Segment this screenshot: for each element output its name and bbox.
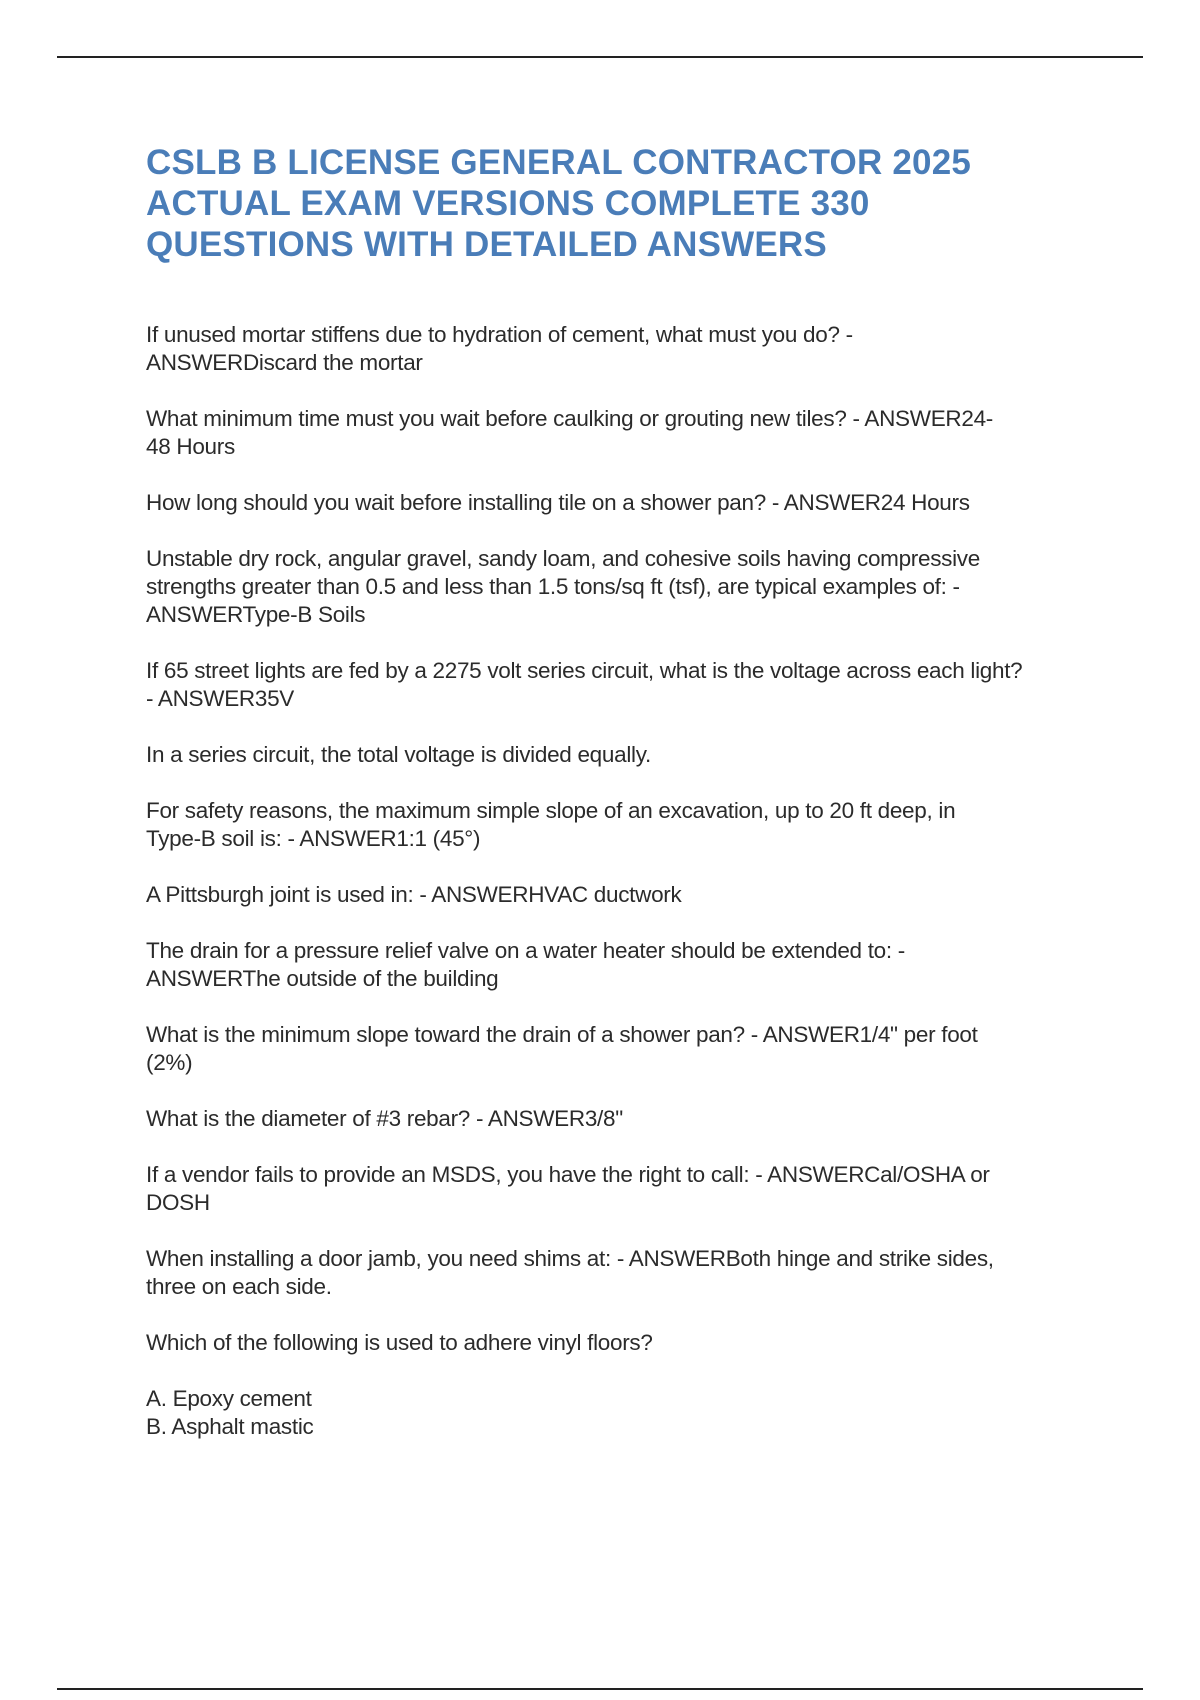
- qa-line: DOSH: [146, 1190, 210, 1215]
- title-line: CSLB B LICENSE GENERAL CONTRACTOR 2025: [146, 143, 972, 182]
- qa-line: In a series circuit, the total voltage is divided equally.: [146, 742, 651, 767]
- qa-item: [146, 489, 1096, 517]
- qa-line: What minimum time must you wait before caulking or grouting new tiles? - ANSWER24-: [146, 406, 993, 431]
- qa-line: Which of the following is used to adhere vinyl floors?: [146, 1330, 653, 1355]
- qa-item: [146, 1105, 1096, 1133]
- option-b: B. Asphalt mastic: [146, 1414, 314, 1439]
- qa-line: ANSWERThe outside of the building: [146, 966, 499, 991]
- option-a: A. Epoxy cement: [146, 1386, 312, 1411]
- qa-line: The drain for a pressure relief valve on a water heater should be extended to: -: [146, 938, 905, 963]
- qa-item: [146, 797, 1096, 853]
- qa-item: [146, 405, 1096, 461]
- qa-line: What is the diameter of #3 rebar? - ANSWER3/8": [146, 1106, 623, 1131]
- qa-line: ANSWERDiscard the mortar: [146, 350, 423, 375]
- document-title: [146, 142, 1096, 265]
- qa-line: A Pittsburgh joint is used in: - ANSWERHVAC ductwork: [146, 882, 682, 907]
- qa-line: Unstable dry rock, angular gravel, sandy loam, and cohesive soils having compressive: [146, 546, 980, 571]
- qa-line: What is the minimum slope toward the drain of a shower pan? - ANSWER1/4" per foot: [146, 1022, 978, 1047]
- answer-options: [146, 1385, 1096, 1441]
- qa-line: When installing a door jamb, you need shims at: - ANSWERBoth hinge and strike sides,: [146, 1246, 994, 1271]
- qa-line: (2%): [146, 1050, 193, 1075]
- qa-item: [146, 1245, 1096, 1301]
- qa-item: [146, 1329, 1096, 1357]
- qa-line: How long should you wait before installing tile on a shower pan? - ANSWER24 Hours: [146, 490, 970, 515]
- qa-item: [146, 937, 1096, 993]
- top-rule: [57, 56, 1143, 58]
- qa-item: [146, 1161, 1096, 1217]
- title-line: ACTUAL EXAM VERSIONS COMPLETE 330: [146, 184, 870, 223]
- qa-line: If 65 street lights are fed by a 2275 volt series circuit, what is the voltage across each light?: [146, 658, 1023, 683]
- qa-line: - ANSWER35V: [146, 686, 294, 711]
- bottom-rule: [57, 1688, 1143, 1690]
- qa-item: [146, 741, 1096, 769]
- qa-line: For safety reasons, the maximum simple slope of an excavation, up to 20 ft deep, in: [146, 798, 956, 823]
- qa-line: 48 Hours: [146, 434, 235, 459]
- qa-line: three on each side.: [146, 1274, 332, 1299]
- qa-item: [146, 657, 1096, 713]
- qa-line: If a vendor fails to provide an MSDS, you have the right to call: - ANSWERCal/OSHA or: [146, 1162, 990, 1187]
- qa-line: ANSWERType-B Soils: [146, 602, 366, 627]
- qa-line: If unused mortar stiffens due to hydration of cement, what must you do? -: [146, 322, 853, 347]
- qa-item: [146, 1021, 1096, 1077]
- qa-item: [146, 321, 1096, 377]
- qa-line: Type-B soil is: - ANSWER1:1 (45°): [146, 826, 481, 851]
- title-line: QUESTIONS WITH DETAILED ANSWERS: [146, 225, 827, 264]
- qa-line: strengths greater than 0.5 and less than 1.5 tons/sq ft (tsf), are typical examples of: -: [146, 574, 960, 599]
- qa-item: [146, 881, 1096, 909]
- qa-item: [146, 545, 1096, 629]
- document-body: [146, 142, 1096, 1441]
